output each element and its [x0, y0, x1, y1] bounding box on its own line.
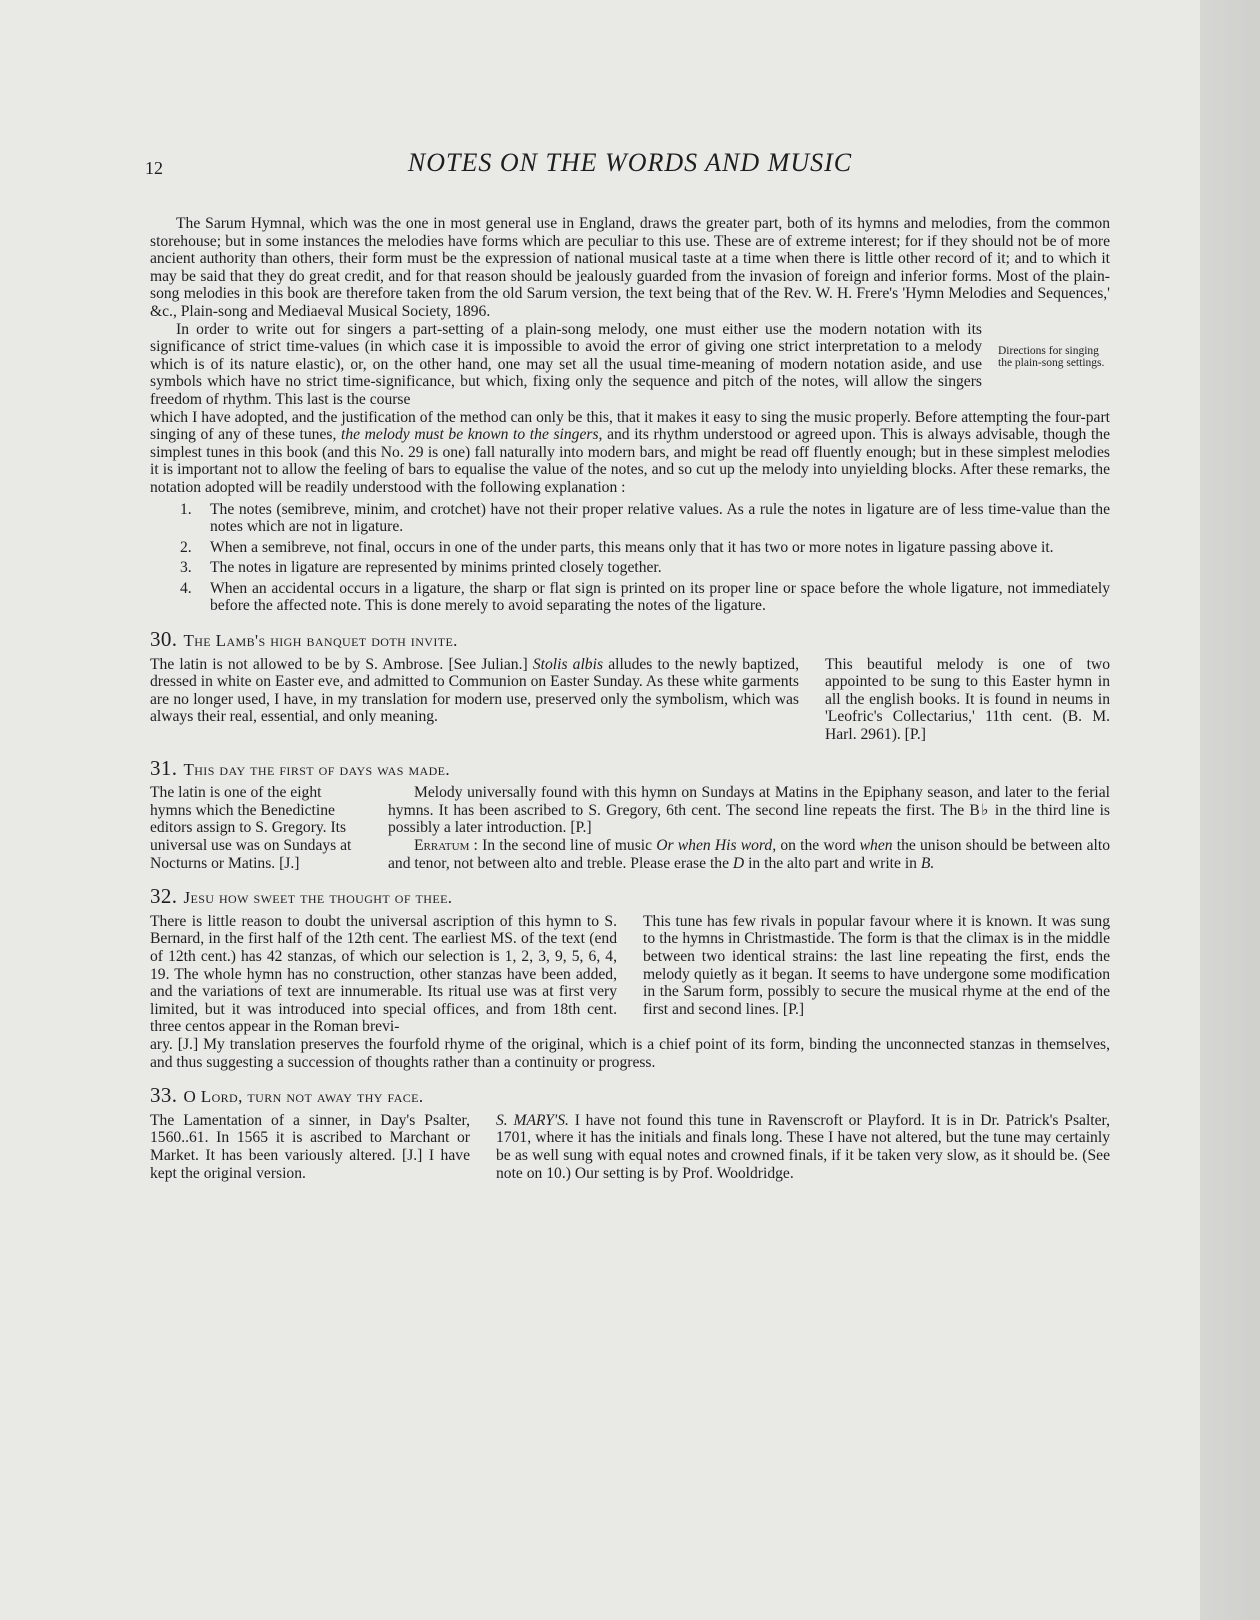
notation-rules-list [150, 501, 1110, 616]
page-edge [1200, 0, 1260, 1620]
hymn-33-heading [150, 1083, 1110, 1108]
intro-paragraph-2a: In order to write out for singers a part-setting of a plain-song melody, one must either use the modern notation with its significance of strict time-values (in which case it is impossible to avoid the error of giving one strict interpretation to a melody which is of its nature elastic), or, on the other hand, one may set all the usual time-meaning of modern notation aside, and use symbols which have no strict time-significance, but which, fixing only the sequence and pitch of the notes, will allow the singers freedom of rhythm. This last is the course [150, 320, 982, 408]
intro-paragraph-1: The Sarum Hymnal, which was the one in most general use in England, draws the greater part, both of its hymns and melodies, from the common storehouse; but in some instances the melodies have forms which are peculiar to this use. These are of extreme interest; for if they should not be of more ancient authority than others, their form must be the expression of national musical taste at a time when there is little other record of it; and to which it may be said that they do great credit, and for that reason should be jealously guarded from the invasion of foreign and inferior forms. Most of the plain-song melodies in this book are therefore taken from the old Sarum version, the text being that of the Rev. W. H. Frere's 'Hymn Melodies and Sequences,' &c., Plain-song and Mediaeval Musical Society, 1896. [150, 215, 1110, 320]
hymn-title: The Lamb's high banquet doth invite. [183, 631, 458, 651]
emphasis-text: the melody must be known to the singers, [341, 426, 603, 444]
hymn-30-music-note: This beautiful melody is one of two appointed to be sung to this Easter hymn in all the english books. It is found in neums in 'Leofric's Collectarius,' 11th cent. (B. M. Harl. 2961). [P.] [825, 655, 1110, 744]
rule-number: 4. [180, 579, 192, 597]
hymn-31-music-note [388, 784, 1110, 872]
hymn-number: 32. [150, 884, 178, 909]
note-text: In the second line of music [482, 837, 653, 854]
rule-number: 1. [180, 500, 192, 518]
hymn-30-heading [150, 627, 1110, 652]
note-text: Melody universally found with this hymn on Sundays at Matins in the Epiphany season, and later to the ferial hymns. It has been ascribed to S. Gregory, 6th cent. The second line repeats the first. The B♭ in the third line is possibly a later introduction. [P.] [388, 784, 1110, 837]
note-text: I have not found this tune in Ravenscroft or Playford. It is in Dr. Patrick's Psalter, 1701, where it has the initials and finals long. These I have not altered, but the tune may certainly be as well sung with equal notes and crowned finals, if it be taken very slow, as it should be. (See note on 10.) Our setting is by Prof. Wooldridge. [496, 1111, 1110, 1182]
tune-name: S. MARY'S. [496, 1111, 569, 1129]
list-item [150, 559, 1110, 577]
rule-text: When a semibreve, not final, occurs in one of the under parts, this means only that it has two or more notes in ligature passing above it. [210, 538, 1054, 556]
note-text: in the alto part and write in [748, 854, 917, 872]
emphasis-text: when [859, 837, 893, 854]
rule-text: The notes in ligature are represented by minims printed closely together. [210, 559, 662, 577]
note-text: alludes to the newly baptized, dressed in white on Easter eve, and admitted to Communion on Easter Sunday. As these white garments are no longer used, I have, in my translation for modern use, preserved only the symbolism, which was always their real, essential, and only meaning. [150, 655, 800, 726]
list-item [150, 539, 1110, 557]
hymn-32-words-note: There is little reason to doubt the universal ascription of this hymn to S. Bernard, in the first half of the 12th cent. The earliest MS. of the text (end of 12th cent.) has 42 stanzas, of which our selection is 1, 2, 3, 9, 5, 6, 4, 19. The whole hymn has no construction, other stanzas have been added, and the variations of text are innumerable. Its ritual use was at first very limited, but it was introduced into special offices, and from 18th cent. three centos appear in the Roman brevi- [150, 912, 617, 1036]
running-head: NOTES ON THE WORDS AND MUSIC [407, 148, 853, 177]
intro-text: and its rhythm understood or agreed upon. This is always advisable, though the simplest tunes in this book (and this No. 29 is one) fall naturally into modern bars, and might be read off fluently enough; but in these simplest melodies it is important not to allow the feeling of bars to equalise the value of the notes, and so cut up the melody into unyielding blocks. After these remarks, the notation adopted will be readily understood with the following explanation : [150, 426, 1110, 496]
erratum-label: Erratum : [414, 837, 478, 854]
emphasis-text: D [732, 854, 745, 872]
rule-number: 2. [180, 538, 192, 556]
list-item [150, 580, 1110, 615]
note-text: on the word [780, 837, 856, 854]
hymn-31-heading [150, 755, 1110, 780]
page-body [150, 215, 1110, 1182]
hymn-title: This day the first of days was made. [183, 759, 451, 779]
hymn-32-music-note: This tune has few rivals in popular favour where it is known. It was sung to the hymns in Christmastide. The form is that the climax is in the middle between two identical strains: the last line repeating the first, ends the melody quietly as it began. It seems to have undergone some modification in the Sarum form, possibly to secure the musical rhyme at the end of the first and second lines. [P.] [643, 912, 1110, 1018]
hymn-32-notes [150, 913, 1110, 1036]
intro-paragraph-2b [150, 409, 1110, 497]
intro-text: which I have adopted, and the justification of the method can only be this, that it makes it easy to sing the music properly. Before attempting the four-part singing of any of these tunes, [150, 408, 1110, 444]
note-text: the unison should be between alto and tenor, not between alto and treble. Please erase the [388, 837, 1110, 872]
hymn-number: 30. [150, 627, 178, 652]
erratum [388, 837, 1110, 872]
hymn-title: O Lord, turn not away thy face. [183, 1087, 424, 1107]
emphasis-text: Stolis albis [532, 655, 604, 673]
page-number: 12 [145, 158, 163, 178]
hymn-number: 33. [150, 1083, 178, 1108]
intro-paragraph-2-block [150, 321, 1110, 409]
hymn-31-notes [150, 784, 1110, 872]
hymn-33-music-note [496, 1112, 1110, 1182]
rule-number: 3. [180, 559, 192, 577]
hymn-30-notes [150, 656, 1110, 744]
hymn-30-words-note [150, 656, 799, 744]
margin-note: Directions for singing the plain-song settings. [998, 344, 1105, 369]
hymn-31-words-note: The latin is one of the eight hymns which the Benedictine editors assign to S. Gregory. Its universal use was on Sundays at Nocturns or Matins. [J.] [150, 784, 352, 872]
hymn-33-notes [150, 1112, 1110, 1182]
hymn-32-heading [150, 884, 1110, 909]
rule-text: The notes (semibreve, minim, and crotchet) have not their proper relative values. As a rule the notes in ligature are of less time-value than the notes which are not in ligature. [210, 500, 1110, 536]
emphasis-text: B. [920, 854, 935, 872]
emphasis-text: Or when His word, [656, 837, 777, 854]
list-item [150, 501, 1110, 536]
note-text: The latin is not allowed to be by S. Ambrose. [See Julian.] [150, 655, 528, 673]
rule-text: When an accidental occurs in a ligature, the sharp or flat sign is printed on its proper line or space before the whole ligature, not immediately before the affected note. This is done merely to avoid separating the notes of the ligature. [210, 579, 1110, 615]
hymn-32-words-note-continued: ary. [J.] My translation preserves the fourfold rhyme of the original, which is a chief point of its form, binding the unconnected stanzas in themselves, and thus suggesting a succession of thoughts rather than a continuity or progress. [150, 1035, 1110, 1071]
hymn-title: Jesu how sweet the thought of thee. [183, 888, 453, 908]
hymn-33-words-note: The Lamentation of a sinner, in Day's Psalter, 1560..61. In 1565 it is ascribed to Marchant or Market. It has been variously altered. [J.] I have kept the original version. [150, 1111, 470, 1182]
hymn-number: 31. [150, 755, 178, 780]
